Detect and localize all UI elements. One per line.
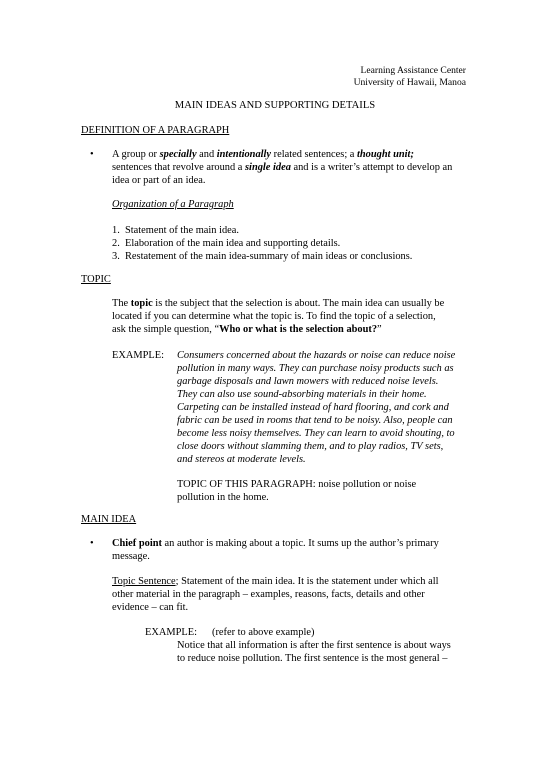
section-heading-topic: TOPIC <box>81 274 111 285</box>
organization-heading: Organization of a Paragraph <box>112 199 234 210</box>
example-reference: (refer to above example) <box>212 627 315 638</box>
example-line-1: Consumers concerned about the hazards or noise can reduce noise <box>177 350 456 361</box>
example-line-7: become less noisy themselves. They can learn to avoid shouting, to <box>177 428 455 439</box>
page-title: MAIN IDEAS AND SUPPORTING DETAILS <box>174 100 376 111</box>
org-item-1: 1. Statement of the main idea. <box>112 225 239 236</box>
section-heading-definition: DEFINITION OF A PARAGRAPH <box>81 125 230 136</box>
notice-line-1: Notice that all information is after the first sentence is about ways <box>177 640 451 651</box>
main-idea-line-1: Chief point an author is making about a topic. It sums up the author’s primary <box>112 538 439 549</box>
institution-line-1: Learning Assistance Center <box>360 65 466 76</box>
topic-sentence-line-1: Topic Sentence; Statement of the main idea. It is the statement under which all <box>112 576 439 587</box>
org-item-3: 3. Restatement of the main idea-summary of main ideas or conclusions. <box>112 251 413 262</box>
bullet-marker: • <box>90 149 94 160</box>
topic-of-paragraph-line-2: pollution in the home. <box>177 492 269 503</box>
notice-line-2: to reduce noise pollution. The first sentence is the most general – <box>177 653 448 664</box>
topic-sentence-line-3: evidence – can fit. <box>112 602 189 613</box>
institution-line-2: University of Hawaii, Manoa <box>353 77 466 88</box>
topic-of-paragraph-line-1: TOPIC OF THIS PARAGRAPH: noise pollution or noise <box>177 479 417 490</box>
org-item-2: 2. Elaboration of the main idea and supporting details. <box>112 238 341 249</box>
definition-line-2: sentences that revolve around a single idea and is a writer’s attempt to develop an <box>112 162 453 173</box>
definition-line-3: idea or part of an idea. <box>112 175 206 186</box>
main-idea-line-2: message. <box>112 551 150 562</box>
example-line-5: Carpeting can be installed instead of hard flooring, and cork and <box>177 402 449 413</box>
example-line-6: fabric can be used in rooms that tend to be noisy. Also, people can <box>177 415 453 426</box>
definition-line-1: A group or specially and intentionally related sentences; a thought unit; <box>112 149 414 160</box>
example-line-3: garbage disposals and lawn mowers with reduced noise levels. <box>177 376 439 387</box>
topic-sentence-line-2: other material in the paragraph – examples, reasons, facts, details and other <box>112 589 425 600</box>
topic-line-3: ask the simple question, “Who or what is the selection about?” <box>112 324 382 335</box>
example-label-2: EXAMPLE: <box>145 627 197 638</box>
example-label: EXAMPLE: <box>112 350 164 361</box>
example-line-9: and stereos at moderate levels. <box>177 454 306 465</box>
bullet-marker: • <box>90 538 94 549</box>
topic-line-2: located if you can determine what the topic is. To find the topic of a selection, <box>112 311 436 322</box>
example-line-4: They can also use sound-absorbing materials in their home. <box>177 389 427 400</box>
topic-line-1: The topic is the subject that the selection is about. The main idea can usually be <box>112 298 445 309</box>
section-heading-main-idea: MAIN IDEA <box>81 514 137 525</box>
example-line-2: pollution in many ways. They can purchase noisy products such as <box>177 363 454 374</box>
example-line-8: close doors without slamming them, and to play radios, TV sets, <box>177 441 444 452</box>
